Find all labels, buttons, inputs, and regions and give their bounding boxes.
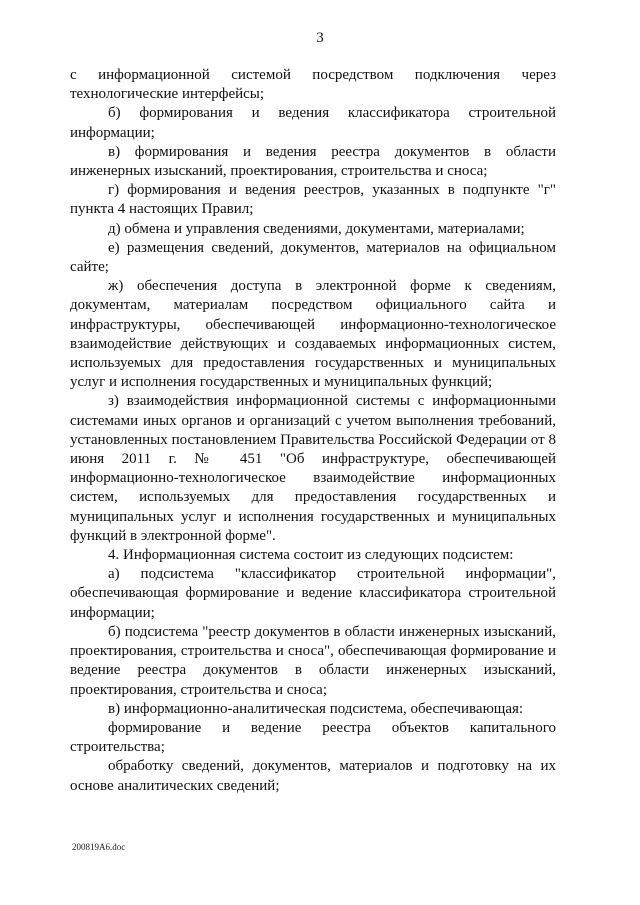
document-filename-footer: 200819А6.doc: [72, 842, 126, 852]
paragraph-8: з) взаимодействия информационной системы с информационными системами иных органов и организаций с учетом выполнения требований, установленных постановлением Правительства Российской Федерации от 8 июня 2011 г. № 451 "Об инфраструктуре, обеспечивающей информационно-технологическое взаимодействие информационных систем, используемых для предоставления государственных и муниципальных услуг и исполнения государственных и муниципальных функций в электронной форме".: [70, 393, 556, 544]
paragraph-10: а) подсистема "классификатор строительной информации", обеспечивающая формирование и ведение классификатора строительной информации;: [70, 566, 556, 621]
paragraph-4: г) формирования и ведения реестров, указанных в подпункте "г" пункта 4 настоящих Правил;: [70, 182, 556, 218]
paragraph-6: е) размещения сведений, документов, материалов на официальном сайте;: [70, 239, 556, 276]
paragraph-14: обработку сведений, документов, материалов и подготовку на их основе аналитических сведений;: [70, 758, 556, 794]
paragraph-12: в) информационно-аналитическая подсистема, обеспечивающая:: [108, 700, 524, 717]
paragraph-2: б) формирования и ведения классификатора строительной информации;: [70, 105, 556, 141]
paragraph-3: в) формирования и ведения реестра документов в области инженерных изысканий, проектирования, строительства и сноса;: [70, 143, 556, 180]
paragraph-11: б) подсистема "реестр документов в области инженерных изысканий, проектирования, строительства и сноса", обеспечивающая формирование и ведение реестра документов в области инженерных изысканий, проектирования, строительства и сноса;: [70, 623, 556, 698]
paragraph-5: д) обмена и управления сведениями, документами, материалами;: [108, 220, 525, 237]
paragraph-9: 4. Информационная система состоит из следующих подсистем:: [108, 547, 514, 564]
document-body: [70, 66, 556, 796]
paragraph-13: формирование и ведение реестра объектов капитального строительства;: [70, 719, 556, 756]
page-number: 3: [316, 30, 324, 46]
paragraph-7: ж) обеспечения доступа в электронной форме к сведениям, документам, материалам посредством официального сайта и инфраструктуры, обеспечивающей информационно-технологическое взаимодействие действующих и создаваемых информационных систем, используемых для предоставления государственных и муниципальных услуг и исполнения государственных и муниципальных функций;: [70, 278, 556, 391]
paragraph-1: с информационной системой посредством подключения через технологические интерфейсы;: [70, 67, 556, 103]
